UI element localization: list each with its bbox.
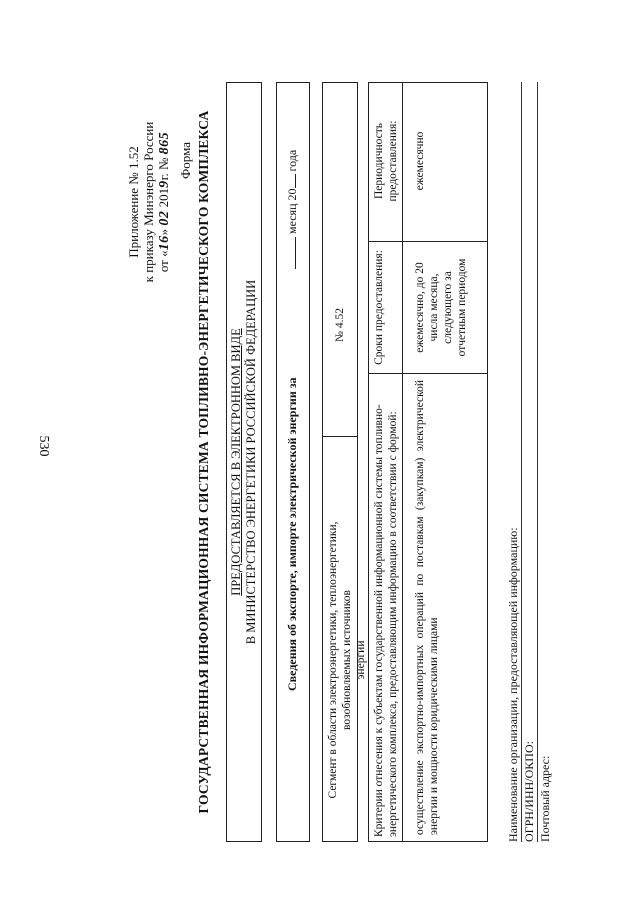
criteria-table — [368, 82, 488, 842]
deadline-header: Сроки предоставления: — [373, 250, 385, 365]
info-year: года — [285, 149, 299, 172]
periodicity-cell: ежемесячно — [414, 131, 426, 191]
periodicity-column — [369, 81, 487, 241]
deadline-column — [369, 241, 487, 373]
blank-year-field — [286, 175, 296, 189]
submission-box — [226, 82, 262, 842]
date-year-prefix: 201 — [156, 187, 171, 208]
submission-line-2: В МИНИСТЕРСТВО ЭНЕРГЕТИКИ РОССИЙСКОЙ ФЕДЕРАЦИИ — [244, 279, 258, 645]
date-day: 16 — [157, 235, 172, 251]
criteria-cell: осуществление экспортно-импортных операций по поставкам (закупкам) электрической энергии и мощности юридическими лицами — [414, 380, 440, 835]
criteria-column — [369, 373, 487, 841]
date-number: 865 — [157, 131, 172, 155]
appendix-number: Приложение № 1.52 — [126, 146, 141, 258]
submission-line-1: ПРЕДОСТАВЛЯЕТСЯ В ЭЛЕКТРОННОМ ВИДЕ — [229, 328, 243, 596]
appendix-date-line — [156, 82, 172, 322]
info-title: Сведения об экспорте, импорте электрической энергии за — [285, 377, 299, 691]
main-title: ГОСУДАРСТВЕННАЯ ИНФОРМАЦИОННАЯ СИСТЕМА ТОПЛИВНО-ЭНЕРГЕТИЧЕСКОГО КОМПЛЕКСА — [196, 110, 211, 814]
criteria-header: Критерии отнесения к субъектам государственной информационной системы топливно-энергетического комплекса, предоставляющим информацию в соответствии с формой: — [373, 404, 399, 837]
org-name-line: Наименование организации, предоставляющей информацию: — [506, 82, 522, 842]
date-mid: » — [156, 228, 171, 236]
deadline-cell: ежемесячно, до 20 числа месяца, следующего за отчетным периодом — [414, 258, 468, 357]
segment-box — [322, 82, 367, 842]
org-ids-line: ОГРН/ИНН/ОКПО: — [522, 82, 538, 842]
info-month: месяц 20 — [285, 188, 299, 234]
date-number-prefix: г. № — [156, 157, 171, 181]
blank-field — [286, 237, 296, 269]
periodicity-header: Периодичность предоставления: — [373, 120, 399, 202]
form-label: Форма — [178, 142, 193, 179]
postal-address-line: Почтовый адрес: — [538, 755, 552, 842]
date-prefix: от « — [156, 250, 171, 273]
appendix-reference — [126, 82, 172, 322]
segment-line-1: Сегмент в области электроэнергетики, теплоэнергетики, возобновляемых источников — [327, 521, 353, 799]
organization-footer — [506, 82, 554, 842]
info-box — [276, 82, 310, 842]
info-period — [285, 150, 299, 269]
date-month: 02 — [157, 210, 172, 226]
segment-line-2: энергии — [355, 640, 367, 680]
segment-text — [326, 485, 368, 835]
date-year-suffix: 9 — [157, 180, 172, 188]
form-document — [102, 82, 622, 842]
page-number: 530 — [36, 435, 51, 457]
form-number: № 4.52 — [334, 308, 346, 342]
appendix-order: к приказу Минэнерго России — [141, 121, 156, 283]
